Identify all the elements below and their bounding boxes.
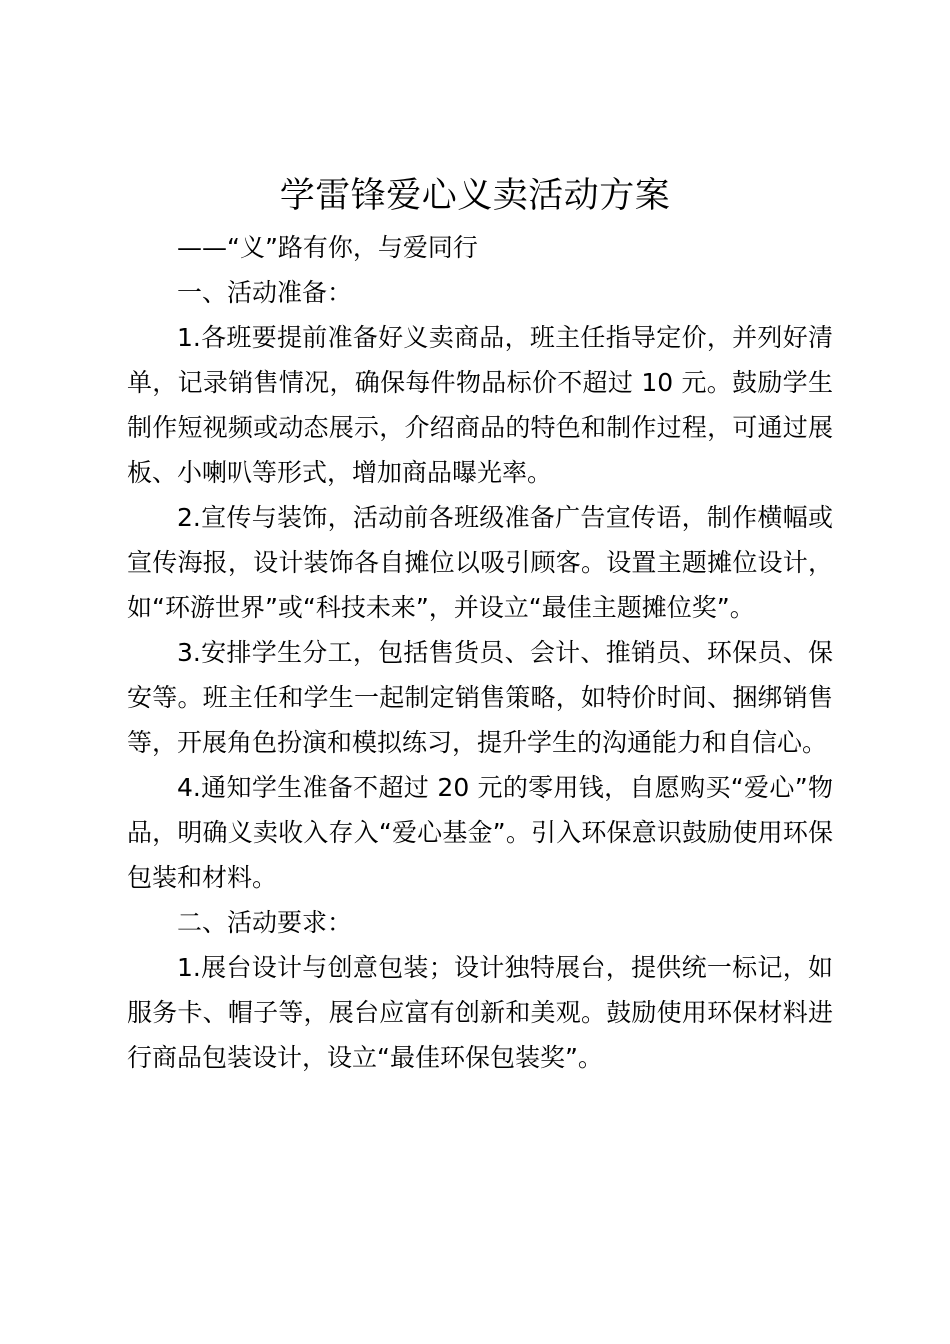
paragraph-preparation-2: 2.宣传与装饰，活动前各班级准备广告宣传语，制作横幅或宣传海报，设计装饰各自摊位以吸引顾客。设置主题摊位设计，如“环游世界”或“科技未来”，并设立“最佳主题摊位奖”。 xyxy=(127,503,833,622)
paragraph-requirements-1: 1.展台设计与创意包装；设计独特展台，提供统一标记，如服务卡、帽子等，展台应富有创新和美观。鼓励使用环保材料进行商品包装设计，设立“最佳环保包装奖”。 xyxy=(127,953,833,1072)
document-subtitle: ——“义”路有你，与爱同行 xyxy=(177,233,478,262)
section-heading-requirements: 二、活动要求： xyxy=(177,908,353,937)
paragraph-preparation-1: 1.各班要提前准备好义卖商品，班主任指导定价，并列好清单，记录销售情况，确保每件物品标价不超过 10 元。鼓励学生制作短视频或动态展示，介绍商品的特色和制作过程，可通过展板、小喇叭等形式，增加商品曝光率。 xyxy=(127,323,833,487)
paragraph-preparation-3: 3.安排学生分工，包括售货员、会计、推销员、环保员、保安等。班主任和学生一起制定销售策略，如特价时间、捆绑销售等，开展角色扮演和模拟练习，提升学生的沟通能力和自信心。 xyxy=(127,638,833,757)
document-body xyxy=(127,225,833,1080)
section-heading-preparation: 一、活动准备： xyxy=(177,278,353,307)
paragraph-preparation-4: 4.通知学生准备不超过 20 元的零用钱，自愿购买“爱心”物品，明确义卖收入存入“爱心基金”。引入环保意识鼓励使用环保包装和材料。 xyxy=(127,773,833,892)
document-title: 学雷锋爱心义卖活动方案 xyxy=(279,176,671,216)
